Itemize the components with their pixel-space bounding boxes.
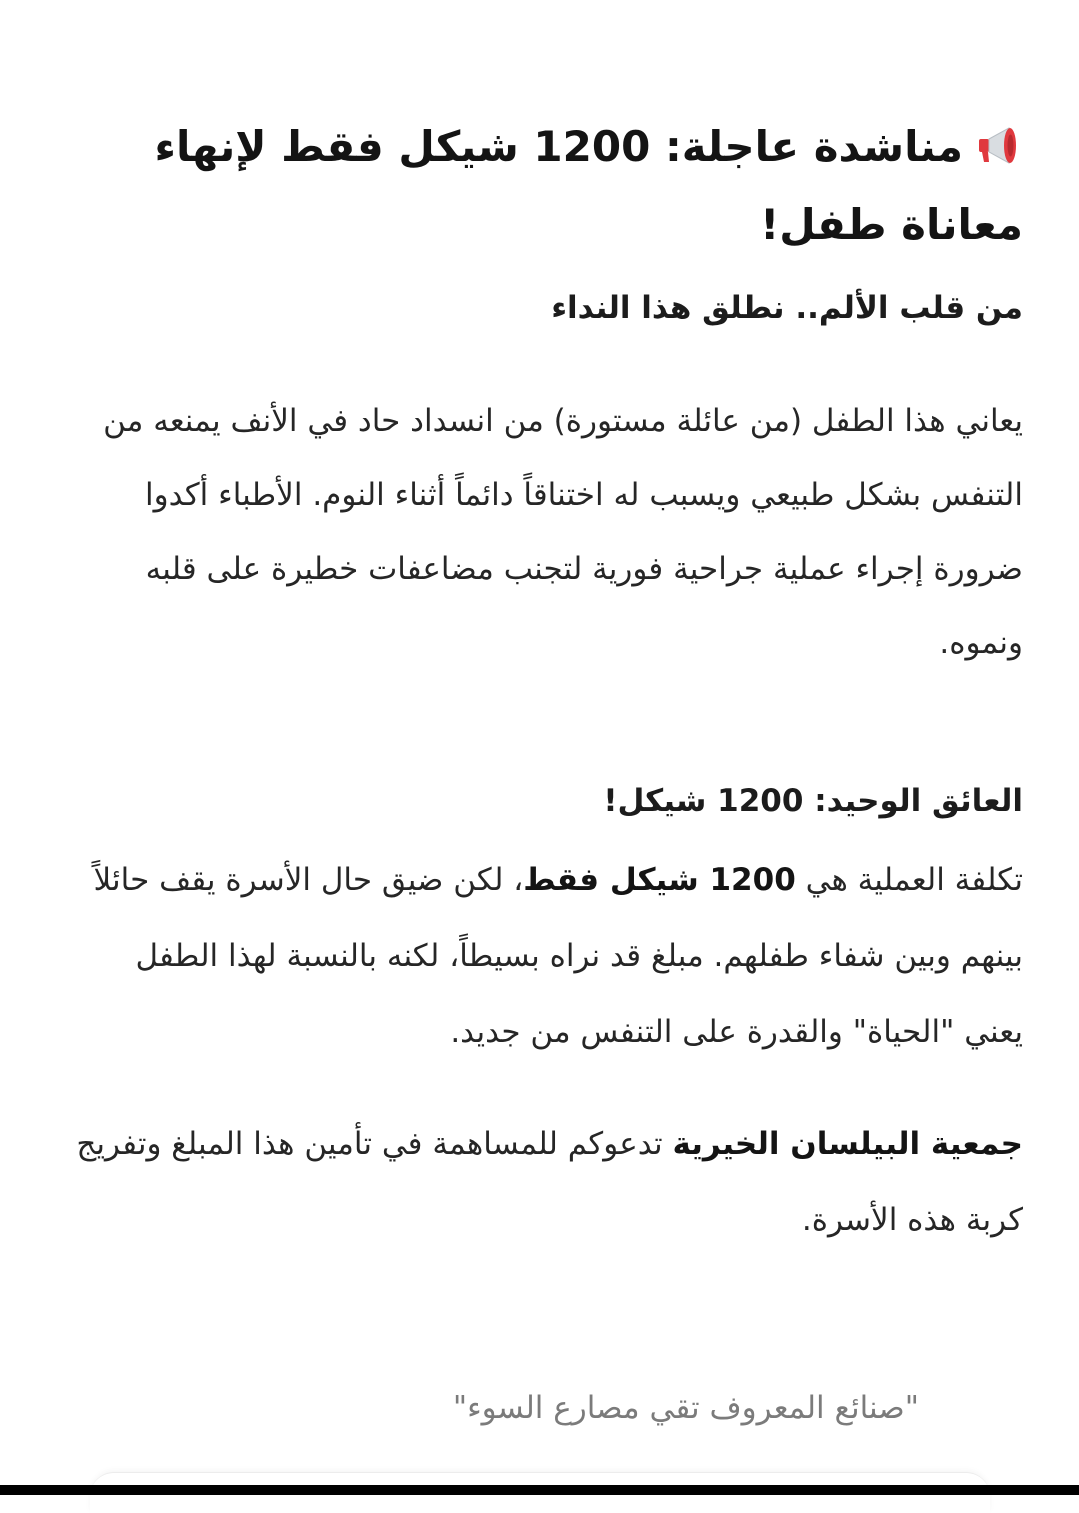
- paragraph-condition: يعاني هذا الطفل (من عائلة مستورة) من انسداد حاد في الأنف يمنعه من التنفس بشكل طبيعي ويسبب له اختناقاً دائماً أثناء النوم. الأطباء أكدوا ضرورة إجراء عملية جراحية فورية لتجنب مضاعفات خطيرة على قلبه ونموه.: [103, 403, 1023, 661]
- closing-quote: "صنائع المعروف تقي مصارع السوء": [452, 1390, 919, 1426]
- post-title: [73, 108, 1023, 264]
- paragraph-appeal-text: تدعوكم للمساهمة في تأمين هذا المبلغ وتفريج كربة هذه الأسرة.: [76, 1126, 1023, 1238]
- section-heading-cost: العائق الوحيد: 1200 شيكل!: [603, 783, 1023, 819]
- megaphone-icon: [975, 116, 1023, 164]
- post-title-text: مناشدة عاجلة: 1200 شيكل فقط لإنهاء معاناة طفل!: [154, 122, 1023, 249]
- bottom-border: [0, 1485, 1079, 1495]
- paragraph-appeal: [73, 1106, 1023, 1258]
- paragraph-cost-suffix: ، لكن ضيق حال الأسرة يقف حائلاً بينهم وبين شفاء طفلهم. مبلغ قد نراه بسيطاً، لكنه بالنسبة لهذا الطفل يعني "الحياة" والقدرة على التنفس من جديد.: [93, 862, 1023, 1050]
- paragraph-cost-prefix: تكلفة العملية هي: [795, 862, 1023, 898]
- charity-name: جمعية البيلسان الخيرية: [672, 1126, 1023, 1162]
- paragraph-cost-amount: 1200 شيكل فقط: [523, 862, 796, 898]
- paragraph-cost: [73, 842, 1023, 1070]
- post-subtitle: من قلب الألم.. نطلق هذا النداء: [551, 290, 1023, 326]
- post-content: [73, 108, 1023, 1258]
